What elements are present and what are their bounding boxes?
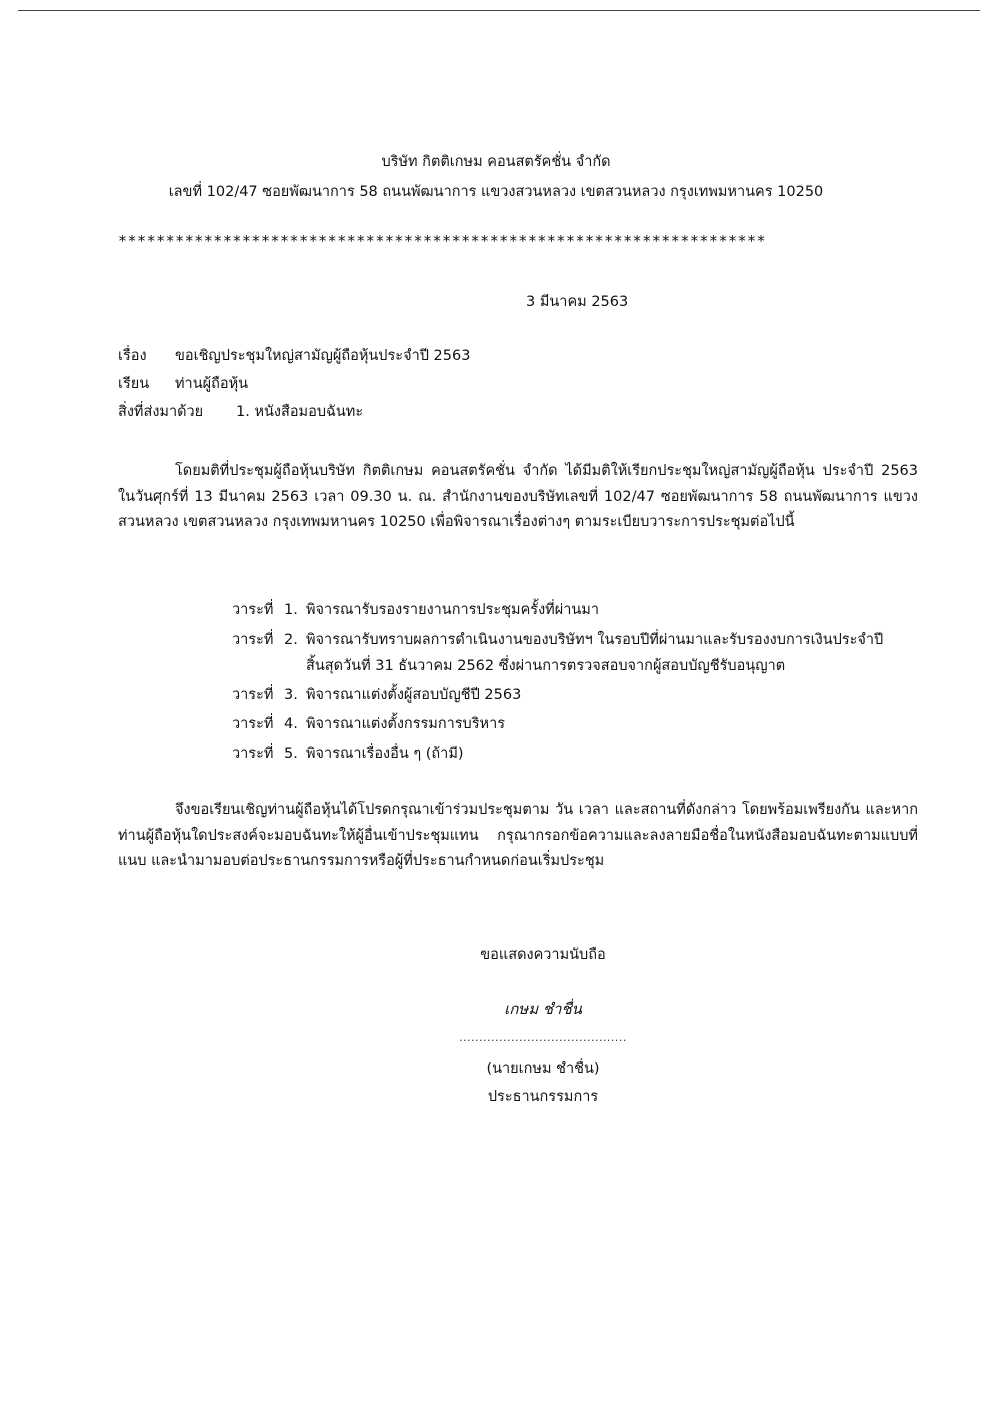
top-rule <box>18 10 980 11</box>
regards-text: ขอแสดงความนับถือ <box>480 947 606 963</box>
signer-title: ประธานกรรมการ <box>487 1089 599 1105</box>
letter-date: 3 มีนาคม 2563 <box>526 294 629 310</box>
closing-paragraph: จึงขอเรียนเชิญท่านผู้ถือหุ้นได้โปรดกรุณาเข้าร่วมประชุมตาม วัน เวลา และสถานที่ดังกล่าว โดยพร้อมเพรียงกัน และหากท่านผู้ถือหุ้นใดประสงค์จะมอบฉันทะให้ผู้อื่นเข้าประชุมแทน กรุณากรอกข้อความและลงลายมือชื่อในหนังสือมอบฉันทะตามแบบที่แนบ และนำมามอบต่อประธานกรรมการหรือผู้ที่ประธานกำหนดก่อนเริ่มประชุม <box>118 802 918 869</box>
enclosure-value: 1. หนังสือมอบฉันทะ <box>236 404 364 420</box>
agenda-item <box>232 627 886 679</box>
agenda-text: พิจารณารับรองรายงานการประชุมครั้งที่ผ่านมา <box>306 602 599 618</box>
agenda-item <box>232 597 886 623</box>
agenda-text: พิจารณาแต่งตั้งกรรมการบริหาร <box>306 716 506 732</box>
signature-dotted-line: .......................................... <box>459 1031 627 1044</box>
signer-printed-name: (นายเกษม ชำชื่น) <box>486 1061 600 1077</box>
agenda-label: วาระที่ <box>232 632 274 648</box>
intro-paragraph: โดยมติที่ประชุมผู้ถือหุ้นบริษัท กิตติเกษม คอนสตรัคชั่น จำกัด ได้มีมติให้เรียกประชุมใหญ่สามัญผู้ถือหุ้น ประจำปี 2563 ในวันศุกร์ที่ 13 มีนาคม 2563 เวลา 09.30 น. ณ. สำนักงานของบริษัทเลขที่ 102/47 ซอยพัฒนาการ 58 ถนนพัฒนาการ แขวงสวนหลวง เขตสวนหลวง กรุงเทพมหานคร 10250 เพื่อพิจารณาเรื่องต่างๆ ตามระเบียบวาระการประชุมต่อไปนี้ <box>118 463 918 530</box>
company-address: เลขที่ 102/47 ซอยพัฒนาการ 58 ถนนพัฒนาการ แขวงสวนหลวง เขตสวนหลวง กรุงเทพมหานคร 10250 <box>168 184 824 200</box>
agenda-item <box>232 741 886 767</box>
recipient-value: ท่านผู้ถือหุ้น <box>175 376 249 392</box>
agenda-item <box>232 682 886 708</box>
agenda-number: 5. <box>284 746 298 762</box>
agenda-text: พิจารณาแต่งตั้งผู้สอบบัญชีปี 2563 <box>306 687 522 703</box>
agenda-number: 1. <box>284 602 298 618</box>
signature: เกษม ชำชื่น <box>504 1000 582 1018</box>
agenda-text: พิจารณาเรื่องอื่น ๆ (ถ้ามี) <box>306 746 464 762</box>
agenda-item <box>232 711 886 737</box>
subject-value: ขอเชิญประชุมใหญ่สามัญผู้ถือหุ้นประจำปี 2563 <box>175 348 471 364</box>
agenda-text: พิจารณารับทราบผลการดำเนินงานของบริษัทฯ ในรอบปีที่ผ่านมาและรับรองงบการเงินประจำปีสิ้นสุดวันที่ 31 ธันวาคม 2562 ซึ่งผ่านการตรวจสอบจากผู้สอบบัญชีรับอนุญาต <box>306 632 884 674</box>
agenda-number: 2. <box>284 632 298 648</box>
agenda-label: วาระที่ <box>232 602 274 618</box>
separator-stars: ******************************************************************** <box>118 232 767 250</box>
agenda-label: วาระที่ <box>232 746 274 762</box>
recipient-label: เรียน <box>118 376 150 392</box>
enclosure-label: สิ่งที่ส่งมาด้วย <box>118 404 204 420</box>
agenda-number: 3. <box>284 687 298 703</box>
agenda-label: วาระที่ <box>232 687 274 703</box>
agenda-label: วาระที่ <box>232 716 274 732</box>
company-name: บริษัท กิตติเกษม คอนสตรัคชั่น จำกัด <box>381 154 611 170</box>
agenda-number: 4. <box>284 716 298 732</box>
subject-label: เรื่อง <box>118 348 147 364</box>
